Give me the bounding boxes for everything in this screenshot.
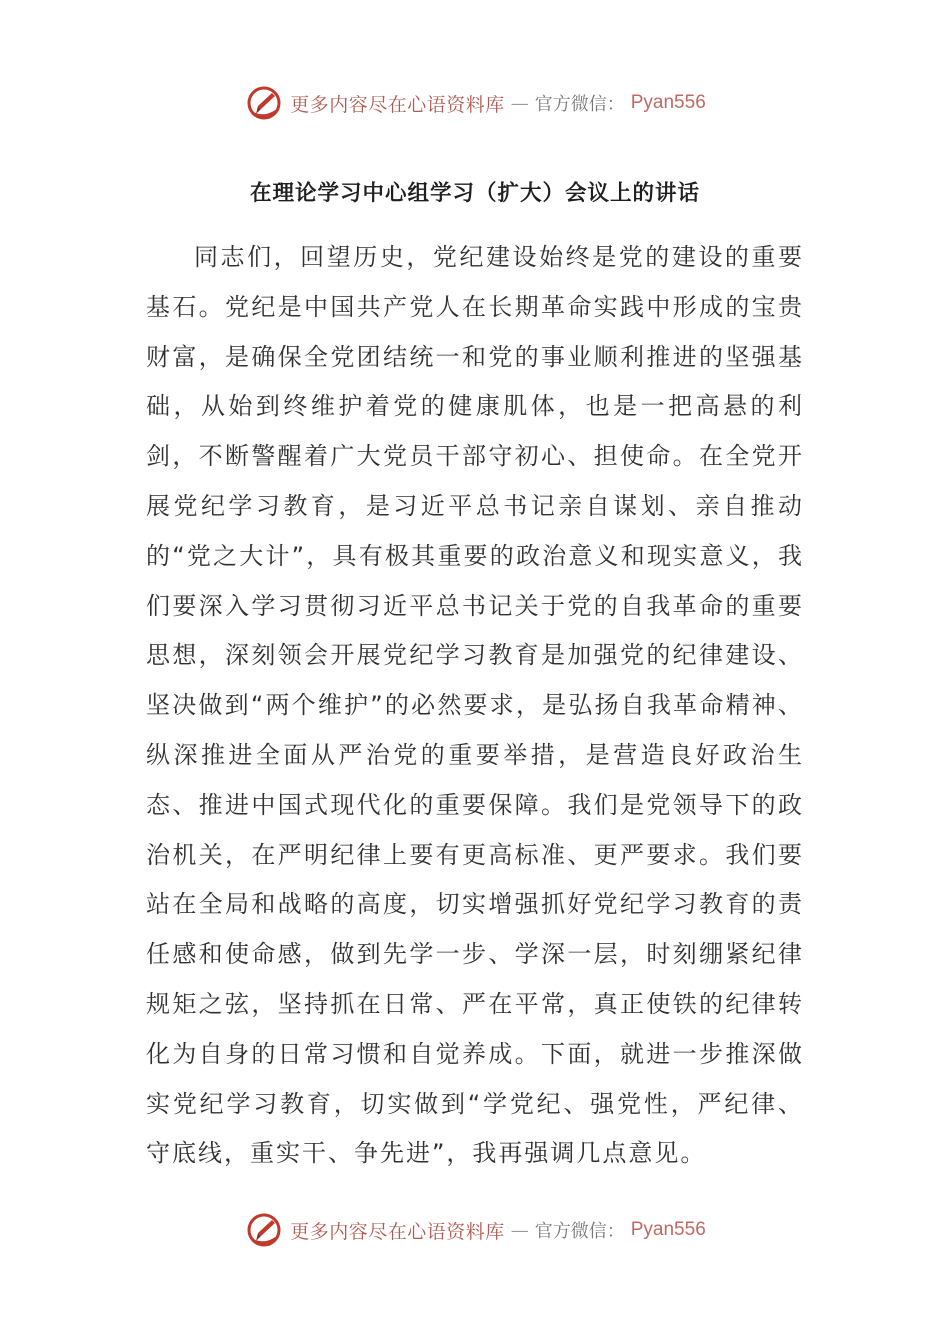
banner-separator: —	[510, 92, 529, 114]
header-banner	[0, 80, 950, 126]
document-paragraph: 同志们，回望历史，党纪建设始终是党的建设的重要基石。党纪是中国共产党人在长期革命实践中形成的宝贵财富，是确保全党团结统一和党的事业顺利推进的坚强基础，从始到终维护着党的健康肌体，也是一把高悬的利剑，不断警醒着广大党员干部守初心、担使命。在全党开展党纪学习教育，是习近平总书记亲自谋划、亲自推动的“党之大计”，具有极其重要的政治意义和现实意义，我们要深入学习贯彻习近平总书记关于党的自我革命的重要思想，深刻领会开展党纪学习教育是加强党的纪律建设、坚决做到“两个维护”的必然要求，是弘扬自我革命精神、纵深推进全面从严治党的重要举措，是营造良好政治生态、推进中国式现代化的重要保障。我们是党领导下的政治机关，在严明纪律上要有更高标准、更严要求。我们要站在全局和战略的高度，切实增强抓好党纪学习教育的责任感和使命感，做到先学一步、学深一层，时刻绷紧纪律规矩之弦，坚持抓在日常、严在平常，真正使铁的纪律转化为自身的日常习惯和自觉养成。下面，就进一步推深做实党纪学习教育，切实做到“学党纪、强党性，严纪律、守底线，重实干、争先进”，我再强调几点意见。	[146, 243, 804, 1168]
pen-heart-logo-icon	[244, 1210, 284, 1250]
pen-heart-logo-icon	[244, 83, 284, 123]
footer-banner	[0, 1207, 950, 1253]
wechat-id: Pyan556	[630, 92, 706, 113]
document-title: 在理论学习中心组学习（扩大）会议上的讲话	[249, 181, 700, 206]
wechat-label: 官方微信：	[534, 1221, 625, 1242]
banner-separator: —	[510, 1219, 529, 1241]
banner-slogan: 更多内容尽在心语资料库	[290, 1220, 505, 1243]
wechat-label: 官方微信：	[534, 94, 625, 115]
banner-slogan: 更多内容尽在心语资料库	[290, 93, 505, 116]
wechat-id: Pyan556	[630, 1219, 706, 1240]
